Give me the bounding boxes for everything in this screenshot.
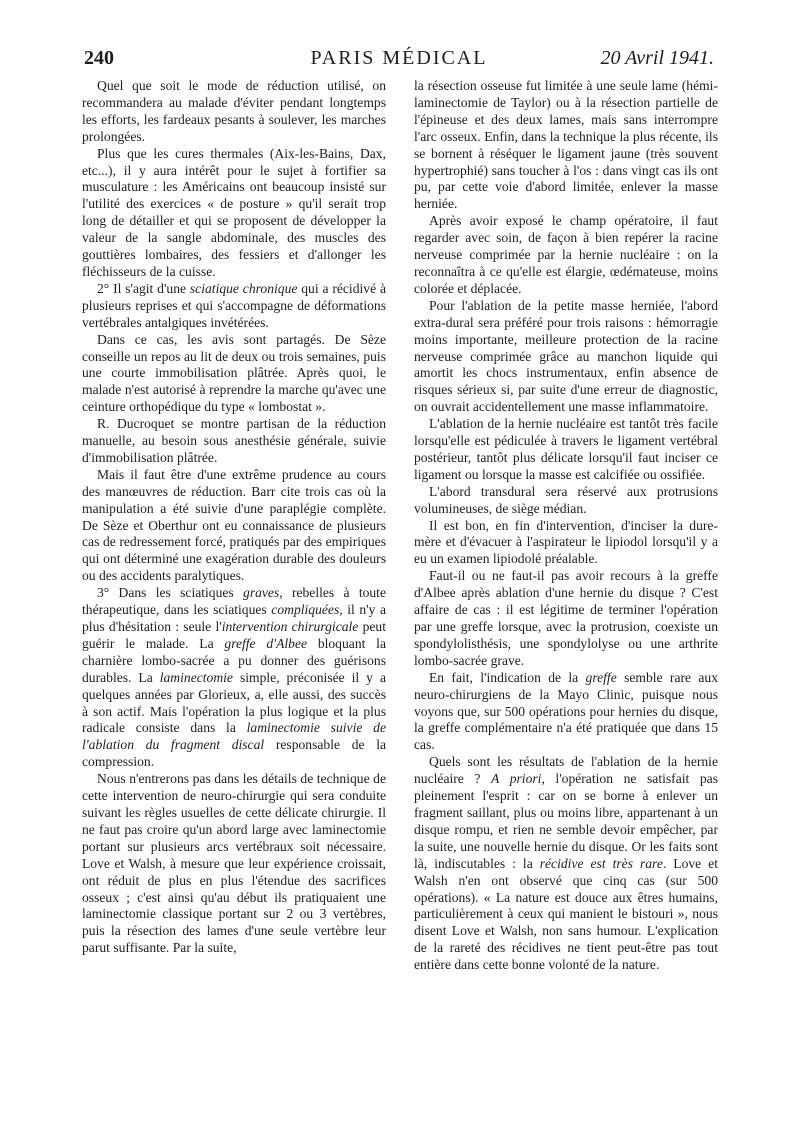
left-column bbox=[82, 78, 386, 957]
paragraph: R. Ducroquet se montre partisan de la réduction manuelle, au besoin sous anesthésie générale, suivie d'immobilisation plâtrée. bbox=[82, 416, 386, 465]
paragraph: Faut-il ou ne faut-il pas avoir recours à la greffe d'Albee après ablation d'une hernie du disque ? C'est affaire de cas : il est légitime de terminer l'opération par une greffe lorsque, avec la protrusion, coexiste un spondylolisthésis, une spondylolyse ou une arthrite lombo-sacrée grave. bbox=[414, 568, 718, 668]
paragraph: Pour l'ablation de la petite masse herniée, l'abord extra-dural sera préféré pour trois raisons : hémorragie moins importante, meilleure protection de la racine nerveuse comprimée grâce au manchon liquide qui amortit les chocs instrumentaux, enfin absence de risques sérieux si, par suite d'une erreur de diagnostic, on ouvrait accidentellement une masse inflammatoire. bbox=[414, 297, 718, 415]
journal-title: PARIS MÉDICAL bbox=[310, 47, 488, 69]
paragraph: Quels sont les résultats de l'ablation de la hernie nucléaire ? A priori, l'opération ne satisfait pas pleinement l'esprit : car on se borne à enlever un fragment saillant, plus ou moins libre, appartenant à un disque rompu, et rien ne semble devoir empêcher, par la suite, une nouvelle hernie du disque. Or les faits sont là, indiscutables : la récidive est très rare. Love et Walsh n'en ont observé que cinq cas (sur 500 opérations). « La nature est douce aux êtres humains, particulièrement à ceux qui manient le bistouri », nous disent Love et Walsh, non sans humour. L'explication de la rareté des récidives ne tient peut-être pas tout entière dans cette bonne volonté de la nature. bbox=[414, 754, 719, 973]
paragraph: Mais il faut être d'une extrême prudence au cours des manœuvres de réduction. Barr cite trois cas où la manipulation a été suivie d'une paraplégie complète. De Sèze et Oberthur ont eu connaissance de plusieurs cas de redressement forcé, pratiqués par des empiriques qui ont déterminé une exagération durable des douleurs ou des accidents paralytiques. bbox=[82, 466, 386, 584]
paragraph: Il est bon, en fin d'intervention, d'inciser la dure-mère et d'évacuer à l'aspirateur le lipiodol lorsqu'il y a eu un examen lipiodolé préalable. bbox=[414, 517, 718, 567]
paragraph: la résection osseuse fut limitée à une seule lame (hémi-laminectomie de Taylor) ou à la résection partielle de l'épineuse et des deux lames, mais sans interrompre l'arc osseux. Enfin, dans la technique la plus récente, ils se bornent à réséquer le ligament jaune (très souvent hypertrophié) sans toucher à l'os : dans vingt cas ils ont pu, par cette voie d'abord limitée, enlever la masse herniée. bbox=[414, 78, 718, 212]
issue-date: 20 Avril 1941. bbox=[600, 47, 714, 69]
page-header bbox=[84, 47, 714, 77]
paragraph: Dans ce cas, les avis sont partagés. De Sèze conseille un repos au lit de deux ou trois semaines, puis une courte immobilisation plâtrée. Après quoi, le malade n'est autorisé à reprendre la marche qu'avec une ceinture orthopédique du type « lombostat ». bbox=[82, 331, 386, 415]
paragraph: Nous n'entrerons pas dans les détails de technique de cette intervention de neuro-chirurgie qui sera conduite suivant les règles usuelles de cette délicate chirurgie. Il ne faut pas croire qu'un abord large avec laminectomie portant sur plusieurs arcs vertébraux soit nécessaire. Love et Walsh, à mesure que leur expérience croissait, ont réduit de plus en plus l'étendue des sacrifices osseux ; c'est ainsi qu'au début ils pratiquaient une laminectomie classique portant sur 2 ou 3 vertèbres, puis la résection des lames d'une seule vertèbre leur parut suffisante. Par la suite, bbox=[82, 771, 386, 956]
paragraph: 2° Il s'agit d'une sciatique chronique qui a récidivé à plusieurs reprises et qui s'accompagne de déformations vertébrales antalgiques invétérées. bbox=[82, 280, 386, 330]
paragraph: En fait, l'indication de la greffe semble rare aux neuro-chirurgiens de la Mayo Clinic, puisque nous voyons que, sur 500 opérations pour hernies du disque, la greffe complémentaire n'a été pratiquée que dans 15 cas. bbox=[414, 669, 718, 753]
paragraph: Après avoir exposé le champ opératoire, il faut regarder avec soin, de façon à bien repérer la racine nerveuse comprimée par la hernie nucléaire : on la reconnaîtra à ce qu'elle est élargie, œdémateuse, moins colorée et déplacée. bbox=[414, 213, 718, 296]
paragraph: 3° Dans les sciatiques graves, rebelles à toute thérapeutique, dans les sciatiques compliquées, il n'y a plus d'hésitation : seule l'intervention chirurgicale peut guérir le malade. La greffe d'Albee bloquant la charnière lombo-sacrée a pu donner des guérisons durables. La laminectomie simple, préconisée il y a quelques années par Glorieux, a, elle aussi, des succès à son actif. Mais l'opération la plus logique et la plus radicale consiste dans la laminectomie suivie de l'ablation du fragment discal responsable de la compression. bbox=[82, 585, 387, 770]
paragraph: L'ablation de la hernie nucléaire est tantôt très facile lorsqu'elle est pédiculée à travers le ligament vertébral postérieur, tantôt plus délicate lorsqu'il faut inciser ce ligament ou lorsque la masse est calcifiée ou ossifiée. bbox=[414, 416, 718, 482]
page-number: 240 bbox=[84, 47, 114, 69]
right-column bbox=[414, 78, 718, 974]
paragraph: L'abord transdural sera réservé aux protrusions volumineuses, de siège médian. bbox=[414, 483, 718, 516]
paragraph: Quel que soit le mode de réduction utilisé, on recommandera au malade d'éviter pendant longtemps les efforts, les fardeaux pesants à soulever, les marches prolongées. bbox=[82, 78, 386, 144]
paragraph: Plus que les cures thermales (Aix-les-Bains, Dax, etc...), il y aura intérêt pour le sujet à fortifier sa musculature : les Américains ont beaucoup insisté sur l'utilité des exercices « de posture » qu'il serait trop long de détailler et qui se proposent de développer la valeur de la sangle abdominale, des muscles des gouttières lombaires, des fessiers et d'allonger les fléchisseurs de la cuisse. bbox=[82, 145, 386, 279]
